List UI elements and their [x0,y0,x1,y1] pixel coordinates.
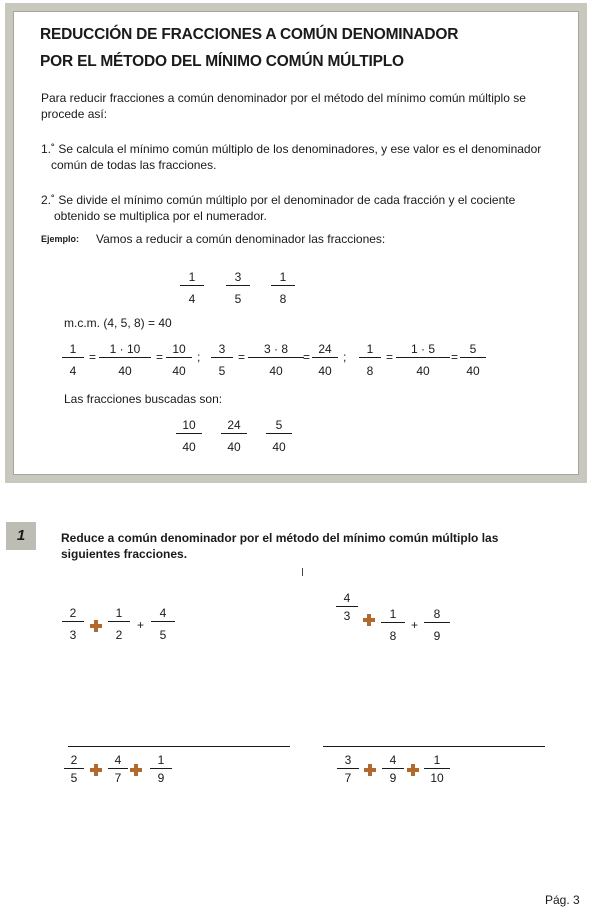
result-label: Las fracciones buscadas son: [64,392,223,406]
denominator: 40 [272,440,286,454]
numerator: 4 [336,591,358,607]
numerator: 2 [62,606,84,622]
equals-sign: = [238,350,246,364]
problem-fraction [64,753,84,785]
numerator: 1 [359,342,381,358]
conversion-calc [99,342,151,378]
plus-sign: + [137,618,145,632]
denominator: 2 [115,628,123,642]
numerator: 4 [108,753,128,769]
numerator: 3 [211,342,233,358]
denominator: 7 [344,771,352,785]
denominator: 9 [433,629,441,643]
plus-icon [363,614,375,626]
problem-fraction [62,606,84,642]
numerator: 24 [312,342,338,358]
intro-text: Para reducir fracciones a común denominador por el método del mínimo común múltiplo se procede así: [41,91,526,121]
conversion-calc [248,342,304,378]
step-1: 1.˚ Se calcula el mínimo común múltiplo de los denominadores, y ese valor es el denominador común de todas las fracciones. [41,142,542,172]
denominator: 5 [234,292,242,306]
denominator: 10 [430,771,444,785]
denominator: 9 [389,771,397,785]
conversion-result [312,342,338,378]
problem-fraction [337,753,359,785]
denominator: 7 [114,771,122,785]
plus-icon [90,620,102,632]
separator: ; [197,350,201,364]
denominator: 3 [343,609,351,623]
numerator: 10 [166,342,192,358]
step-2: 2.˚ Se divide el mínimo común múltiplo por el denominador de cada fracción y el cociente obtenido se multiplica por el numerador. [41,193,516,223]
separator: ; [343,350,347,364]
given-fraction [180,270,204,306]
problem-fraction [151,606,175,642]
numerator: 1 [62,342,84,358]
plus-icon [364,764,376,776]
denominator: 5 [218,364,226,378]
numerator: 4 [382,753,404,769]
numerator: 3 [226,270,250,286]
denominator: 8 [366,364,374,378]
answer-line [323,746,545,747]
problem-fraction [424,607,450,643]
denominator: 40 [118,364,132,378]
numerator: 10 [176,418,202,434]
numerator: 3 [337,753,359,769]
plus-sign: + [411,618,419,632]
numerator: 2 [64,753,84,769]
plus-icon [130,764,142,776]
problem-fraction [336,591,358,623]
equals-sign: = [156,350,164,364]
conversion-result [460,342,486,378]
denominator: 40 [466,364,480,378]
title-line-1: REDUCCIÓN DE FRACCIONES A COMÚN DENOMINADOR [40,26,459,43]
denominator: 5 [159,628,167,642]
numerator: 3 · 8 [248,342,304,358]
denominator: 9 [157,771,165,785]
plus-icon [90,764,102,776]
numerator: 1 · 5 [396,342,450,358]
problem-fraction [108,753,128,785]
conversion-fraction [62,342,84,378]
result-fraction [221,418,247,454]
equals-sign: = [386,350,394,364]
denominator: 8 [279,292,287,306]
denominator: 40 [416,364,430,378]
denominator: 40 [269,364,283,378]
problem-fraction [424,753,450,785]
denominator: 4 [188,292,196,306]
denominator: 40 [318,364,332,378]
numerator: 4 [151,606,175,622]
cursor-mark [302,568,303,576]
numerator: 5 [266,418,292,434]
numerator: 1 [381,607,405,623]
conversion-fraction [211,342,233,378]
result-fraction [266,418,292,454]
denominator: 8 [389,629,397,643]
numerator: 1 [150,753,172,769]
problem-fraction [150,753,172,785]
denominator: 40 [182,440,196,454]
numerator: 1 [108,606,130,622]
numerator: 24 [221,418,247,434]
numerator: 1 [180,270,204,286]
mcm-line: m.c.m. (4, 5, 8) = 40 [64,316,172,330]
given-fraction [271,270,295,306]
numerator: 1 [271,270,295,286]
denominator: 4 [69,364,77,378]
example-text: Vamos a reducir a común denominador las fracciones: [96,232,386,246]
example-label: Ejemplo: [41,234,80,244]
given-fraction [226,270,250,306]
problem-fraction [108,606,130,642]
conversion-fraction [359,342,381,378]
numerator: 1 [424,753,450,769]
problem-fraction [381,607,405,643]
exercise-number: 1 [6,522,36,550]
page-number: Pág. 3 [545,893,580,907]
problem-fraction [382,753,404,785]
denominator: 5 [70,771,78,785]
equals-sign: = [303,350,311,364]
answer-line [68,746,290,747]
title-line-2: POR EL MÉTODO DEL MÍNIMO COMÚN MÚLTIPLO [40,53,404,70]
plus-icon [407,764,419,776]
equals-sign: = [451,350,459,364]
conversion-calc [396,342,450,378]
denominator: 40 [227,440,241,454]
exercise-instruction: Reduce a común denominador por el método del mínimo común múltiplo las siguientes fracciones. [61,531,499,561]
equals-sign: = [89,350,97,364]
conversion-result [166,342,192,378]
denominator: 3 [69,628,77,642]
denominator: 40 [172,364,186,378]
numerator: 8 [424,607,450,623]
result-fraction [176,418,202,454]
numerator: 1 · 10 [99,342,151,358]
numerator: 5 [460,342,486,358]
